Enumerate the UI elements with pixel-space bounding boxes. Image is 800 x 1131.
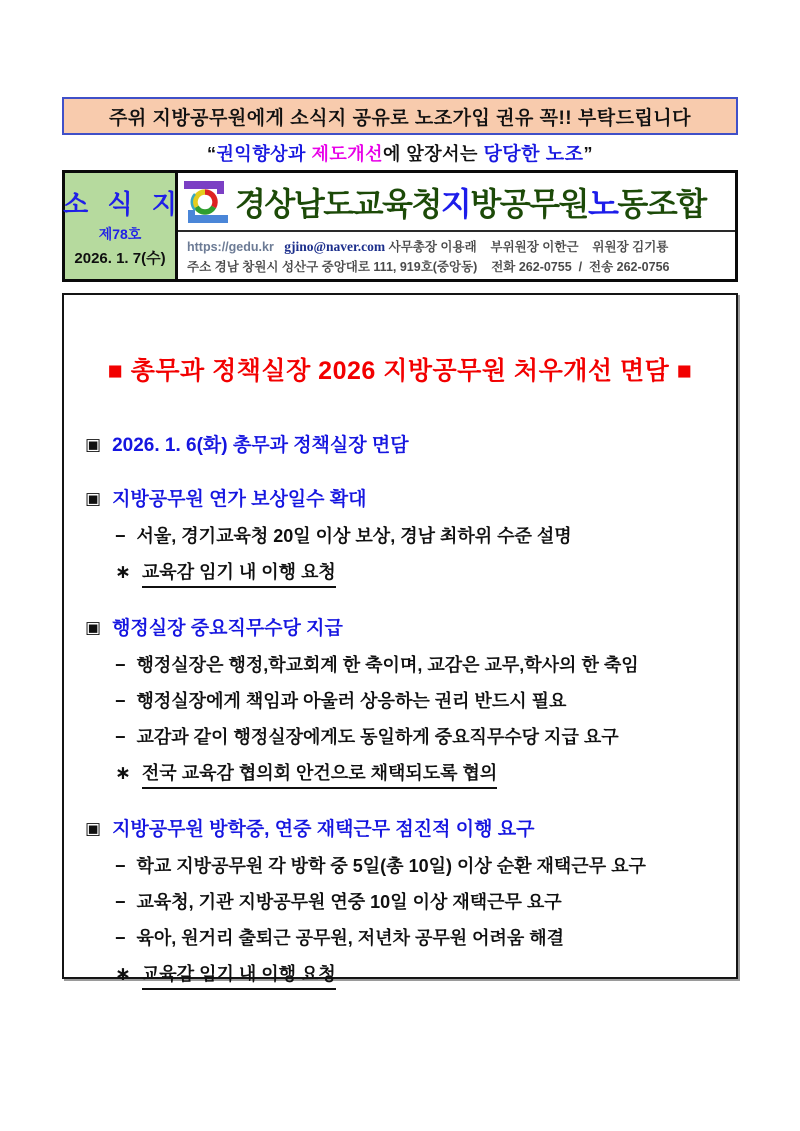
- masthead: [62, 170, 738, 282]
- section-item: [85, 760, 736, 789]
- item-text: 행정실장은 행정,학교회계 한 축이며, 교감은 교무,학사의 한 축임: [136, 655, 639, 675]
- item-text: 행정실장에게 책임과 아울러 상응하는 권리 반드시 필요: [136, 691, 567, 711]
- email-address: gjino@naver.com: [284, 239, 386, 254]
- slogan-part-black: 에 앞장서는: [383, 144, 484, 164]
- org-name-part5: 동조합: [617, 185, 706, 222]
- item-text: 학교 지방공무원 각 방학 중 5일(총 10일) 이상 순환 재택근무 요구: [136, 856, 646, 876]
- item-text: 교육감 임기 내 이행 요청: [142, 559, 336, 588]
- item-text: 교육감 임기 내 이행 요청: [142, 961, 336, 990]
- section-item: [85, 559, 736, 588]
- slogan-quote-open: “: [206, 144, 217, 164]
- section-heading: [85, 487, 736, 513]
- section-heading-text: 지방공무원 방학중, 연중 재택근무 점진적 이행 요구: [112, 819, 535, 840]
- org-name-part1: 경상남도교육청: [235, 185, 441, 222]
- item-marker: ∗: [115, 562, 131, 583]
- contact-line-2: [187, 258, 726, 277]
- item-text: 육아, 원거리 출퇴근 공무원, 저년차 공무원 어려움 해결: [136, 928, 565, 948]
- item-marker: −: [115, 928, 126, 948]
- section-bullet-icon: ▣: [85, 435, 102, 454]
- main-content-box: [62, 293, 738, 985]
- issue-number: 제78호: [98, 226, 142, 242]
- item-text: 서울, 경기교육청 20일 이상 보상, 경남 최하위 수준 설명: [136, 526, 572, 546]
- staff-list: 사무총장 이용래 부위원장 이한근 위원장 김기룡: [385, 240, 669, 254]
- org-cell: [178, 173, 735, 279]
- section-heading: [85, 433, 736, 459]
- item-marker: −: [115, 655, 126, 675]
- section-item: [85, 688, 736, 714]
- org-name-part3: 방공무원: [470, 185, 588, 222]
- content-section: [85, 616, 736, 789]
- section-item: [85, 889, 736, 915]
- issue-date: 2026. 1. 7(수): [74, 250, 166, 267]
- main-title: ■ 총무과 정책실장 2026 지방공무원 처우개선 면담 ■: [107, 357, 693, 385]
- item-marker: ∗: [115, 763, 131, 784]
- section-item: [85, 523, 736, 549]
- section-heading-text: 2026. 1. 6(화) 총무과 정책실장 면담: [112, 435, 409, 456]
- section-item: [85, 961, 736, 990]
- section-bullet-icon: ▣: [85, 489, 102, 508]
- content-section: [85, 487, 736, 588]
- section-heading-text: 행정실장 중요직무수당 지급: [112, 618, 343, 639]
- section-bullet-icon: ▣: [85, 819, 102, 838]
- item-marker: −: [115, 526, 126, 546]
- section-heading: [85, 817, 736, 843]
- org-name-part2: 지: [440, 185, 471, 222]
- slogan-quote-close: ”: [583, 144, 594, 164]
- item-text: 교육청, 기관 지방공무원 연중 10일 이상 재택근무 요구: [136, 892, 562, 912]
- issue-cell: [63, 173, 183, 279]
- contact-block: [178, 232, 735, 279]
- content-section: [85, 433, 736, 459]
- issue-label: 소 식 지: [63, 189, 183, 219]
- section-bullet-icon: ▣: [85, 618, 102, 637]
- org-name-part4: 노: [587, 185, 618, 222]
- sections-list: [64, 433, 736, 990]
- section-item: [85, 853, 736, 879]
- slogan-part-magenta: 제도개선: [311, 144, 383, 164]
- section-item: [85, 724, 736, 750]
- contact-line-1: [187, 237, 726, 258]
- item-text: 교감과 같이 행정실장에게도 동일하게 중요직무수당 지급 요구: [136, 727, 619, 747]
- slogan-part-blue: 권익향상과: [216, 144, 312, 164]
- top-banner: [62, 97, 738, 135]
- section-item: [85, 925, 736, 951]
- item-marker: ∗: [115, 964, 131, 985]
- slogan-part-emphasis: 당당한 노조: [483, 144, 584, 165]
- slogan-line: [0, 139, 800, 166]
- section-heading-text: 지방공무원 연가 보상일수 확대: [112, 489, 367, 510]
- item-marker: −: [115, 892, 126, 912]
- website-url: https://gedu.kr: [187, 240, 274, 254]
- item-text: 전국 교육감 협의회 안건으로 채택되도록 협의: [142, 760, 497, 789]
- item-marker: −: [115, 727, 126, 747]
- org-name: [235, 179, 706, 225]
- content-section: [85, 817, 736, 990]
- section-heading: [85, 616, 736, 642]
- org-title-row: [178, 173, 735, 232]
- union-logo-icon: [182, 178, 230, 226]
- contact-spacer: [274, 240, 284, 254]
- item-marker: −: [115, 856, 126, 876]
- section-item: [85, 652, 736, 678]
- address-phone: 주소 경남 창원시 성산구 중앙대로 111, 919호(중앙동) 전화 262-0755 / 전송 262-0756: [187, 259, 670, 274]
- top-banner-text: 주위 지방공무원에게 소식지 공유로 노조가입 권유 꼭!! 부탁드립니다: [108, 107, 692, 129]
- item-marker: −: [115, 691, 126, 711]
